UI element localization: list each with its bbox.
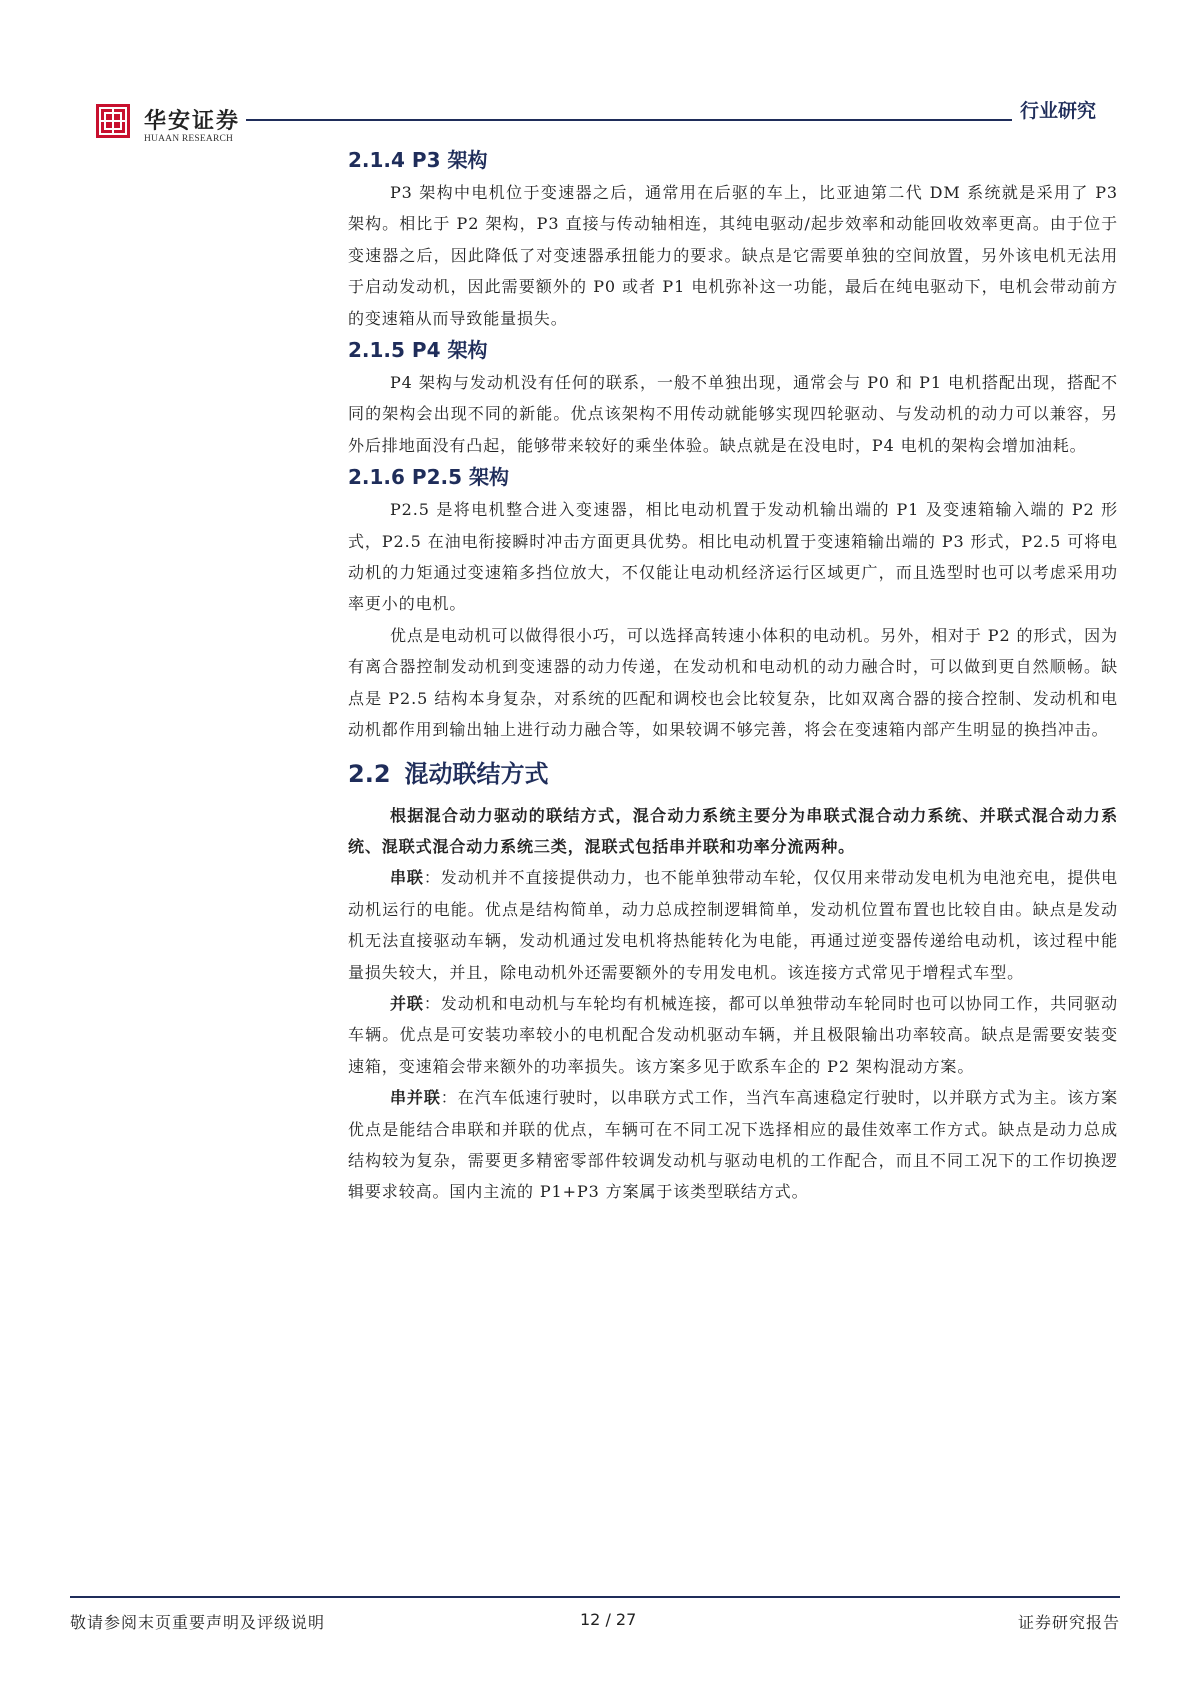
parallel-hybrid-paragraph [348,988,1118,1082]
section-2-1-5-heading: 2.1.5 P4 架构 [348,338,488,363]
main-content [348,144,1118,1208]
series-parallel-text: ：在汽车低速行驶时，以串联方式工作，当汽车高速稳定行驶时，以并联方式为主。该方案优点是能结合串联和并联的优点，车辆可在不同工况下选择相应的最佳效率工作方式。缺点是动力总成结构较为复杂，需要更多精密零部件较调发动机与驱动电机的工作配合，而且不同工况下的工作切换逻辑要求较高。国内主流的 P1+P3 方案属于该类型联结方式。 [348,1088,1118,1202]
footer-disclaimer: 敬请参阅末页重要声明及评级说明 [70,1613,326,1632]
parallel-hybrid-text: ：发动机和电动机与车轮均有机械连接，都可以单独带动车轮同时也可以协同工作，共同驱动车辆。优点是可安装功率较小的电机配合发动机驱动车辆，并且极限输出功率较高。缺点是需要安装变速箱，变速箱会带来额外的功率损失。该方案多见于欧系车企的 P2 架构混动方案。 [348,993,1118,1076]
huaan-logo-icon [96,104,130,138]
section-2-1-4-heading: 2.1.4 P3 架构 [348,148,488,172]
section-2-2-number: 2.2 [348,759,391,788]
page-header [96,100,1096,150]
section-2-2-lead-paragraph: 根据混合动力驱动的联结方式，混合动力系统主要分为串联式混合动力系统、并联式混合动力系统、混联式混合动力系统三类，混联式包括串并联和功率分流两种。 [348,805,1118,856]
section-2-2-heading [348,750,1118,798]
footer-report-type: 证券研究报告 [1017,1613,1120,1632]
parallel-hybrid-term: 并联 [390,993,424,1013]
series-hybrid-term: 串联 [390,868,424,888]
footer-divider [70,1596,1120,1598]
logo-english-name: HUAAN RESEARCH [144,134,234,144]
series-hybrid-paragraph [348,862,1118,988]
logo-chinese-name: 华安证券 [144,108,241,134]
section-2-1-5-paragraph: P4 架构与发动机没有任何的联系，一般不单独出现，通常会与 P0 和 P1 电机搭配出现，搭配不同的架构会出现不同的新能。优点该架构不用传动就能够实现四轮驱动、与发动机的动力可以兼容，另外后排地面没有凸起，能够带来较好的乘坐体验。缺点就是在没电时，P4 电机的架构会增加油耗。 [348,373,1118,455]
report-category: 行业研究 [1012,96,1096,123]
section-2-2-title: 混动联结方式 [404,759,549,788]
series-parallel-term: 串并联 [390,1088,441,1108]
section-2-1-6-paragraph-2: 优点是电动机可以做得很小巧，可以选择高转速小体积的电动机。另外，相对于 P2 的形式，因为有离合器控制发动机到变速器的动力传递，在发动机和电动机的动力融合时，可以做到更自然顺畅。缺点是 P2.5 结构本身复杂，对系统的匹配和调校也会比较复杂，比如双离合器的接合控制、发动机和电动机都作用到输出轴上进行动力融合等，如果较调不够完善，将会在变速箱内部产生明显的换挡冲击。 [348,625,1118,740]
series-hybrid-text: ：发动机并不直接提供动力，也不能单独带动车轮，仅仅用来带动发电机为电池充电，提供电动机运行的电能。优点是结构简单，动力总成控制逻辑简单，发动机位置布置也比较自由。缺点是发动机无法直接驱动车辆，发动机通过发电机将热能转化为电能，再通过逆变器传递给电动机，该过程中能量损失较大，并且，除电动机外还需要额外的专用发电机。该连接方式常见于增程式车型。 [348,868,1118,982]
section-2-1-6-paragraph-1: P2.5 是将电机整合进入变速器，相比电动机置于发动机输出端的 P1 及变速箱输入端的 P2 形式，P2.5 在油电衔接瞬时冲击方面更具优势。相比电动机置于变速箱输出端的 P3 形式，P2.5 可将电动机的力矩通过变速箱多挡位放大，不仅能让电动机经济运行区域更广，而且选型时也可以考虑采用功率更小的电机。 [348,500,1118,614]
section-2-1-4-paragraph: P3 架构中电机位于变速器之后，通常用在后驱的车上，比亚迪第二代 DM 系统就是采用了 P3 架构。相比于 P2 架构，P3 直接与传动轴相连，其纯电驱动/起步效率和动能回收效率更高。由于位于变速器之后，因此降低了对变速器承扭能力的要求。缺点是它需要单独的空间放置，另外该电机无法用于启动发动机，因此需要额外的 P0 或者 P1 电机弥补这一功能，最后在纯电驱动下，电机会带动前方的变速箱从而导致能量损失。 [348,183,1118,328]
series-parallel-paragraph [348,1082,1118,1208]
page-footer [70,1596,1120,1632]
section-2-1-6-heading: 2.1.6 P2.5 架构 [348,465,509,490]
page-number: 12 / 27 [580,1610,637,1629]
header-divider [246,119,1096,121]
